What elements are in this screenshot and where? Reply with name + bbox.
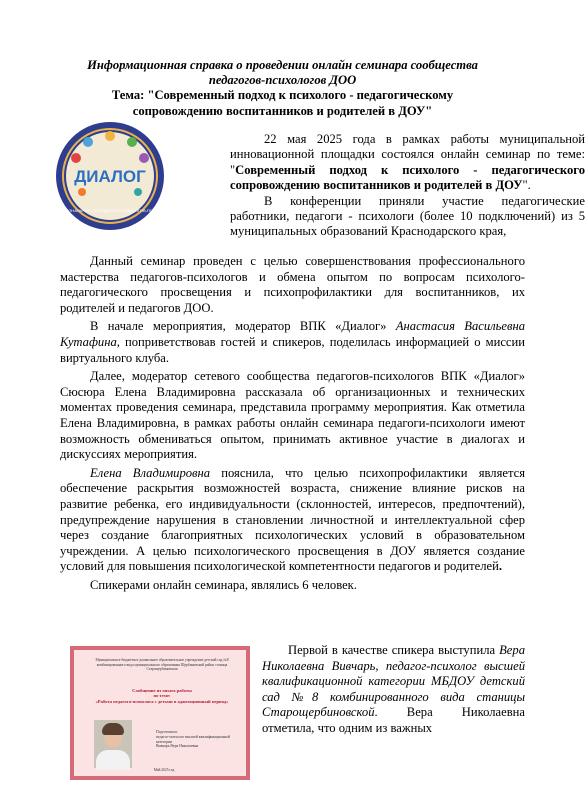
topic-line: сопровождению воспитанников и родителей в ДОУ" <box>132 103 433 118</box>
icon-dot <box>134 188 142 196</box>
icon-dot <box>127 137 137 147</box>
paragraph: Далее, модератор сетевого сообщества педагогов-психологов ВПК «Диалог» Сюсюра Елена Владимировна рассказала об организационных и технических моментах проведения семинара, представила программу мероприятия. Как отметила Елена Владимировна, в рамках работы онлайн семинара педагоги-психологи имеют возможность обмениваться опытом, принимать активное участие в диалогах и дискуссиях мероприятия. <box>60 369 525 462</box>
paragraph: Спикерами онлайн семинара, являлись 6 человек. <box>90 577 357 592</box>
title-line: педагогов-психологов ДОО <box>208 73 357 88</box>
paragraph: Елена Владимировна пояснила, что целью психопрофилактики является обеспечение раскрытия возможностей возраста, снижение влияние рисков на развитие ребенка, его индивидуальности (склонностей, интересов, предпочтений), предупреждение нарушения в становлении личностной и интеллектуальной сфер через создание благоприятных психологических условий в образовательном учреждении. А целью психологического просвещения в ДОУ является создание условий для повышения психологической компетентности педагогов и родителей. <box>60 465 525 574</box>
title-line: Информационная справка о проведении онлайн семинара сообщества <box>87 58 478 72</box>
document-title <box>60 58 505 119</box>
speaker-photo <box>94 720 132 768</box>
icon-dot <box>71 153 81 163</box>
paragraph: Данный семинар проведен с целью совершенствования профессионального мастерства педагогов-психологов и обмена опытом по вопросам психолого-педагогического просвещения и психопрофилактики для воспитанников, их родителей и педагогов ДОО. <box>60 254 525 315</box>
icon-dot <box>139 153 149 163</box>
slide-prepared-by: Подготовила: педагог-психолог высшей квалификационной категории Вивчарь Вера Николаевна <box>156 730 230 749</box>
intro-paragraph: 22 мая 2025 года в рамках работы муниципальной инновационной площадки состоялся онлайн семинар по теме: "Современный подход к психолого - педагогического сопровождению воспитанников и родителей в ДОУ". <box>230 132 585 193</box>
speaker-paragraph: Первой в качестве спикера выступила Вера Николаевна Вивчарь, педагог-психолог высшей квалификационной категории МБДОУ детский сад №8 комбинированного вида станицы Старощербиновской. Вера Николаевна отметила, что одним из важных <box>262 643 525 735</box>
slide-org: Муниципальное бюджетное дошкольное образовательное учреждение детский сад №8 комбинированного вида муниципального образования Щербиновский район станица Старощербиновская <box>95 658 229 672</box>
logo-text: ДИАЛОГ <box>74 167 146 186</box>
paragraph: В начале мероприятия, модератор ВПК «Диалог» Анастасия Васильевна Кутафина, поприветствовав гостей и спикеров, поделилась информацией о миссии виртуального клуба. <box>60 319 525 365</box>
icon-dot <box>83 137 93 147</box>
presentation-slide-image <box>70 646 250 780</box>
icon-dot <box>105 131 115 141</box>
intro-paragraph: В конференции приняли участие педагогические работники, педагоги - психологи (более 10 подключений) из 5 муниципальных образований Краснодарского края, <box>230 193 585 239</box>
topic-line: Тема: "Современный подход к психолого - педагогическому <box>111 88 454 103</box>
slide-footer: Май 2025 год <box>153 768 175 772</box>
logo-ring-text: ПРОФЕССИОНАЛЬНОЕ СООБЩЕСТВО ПЕДАГОГОВ-ПСИХОЛОГОВ <box>45 208 175 213</box>
report-body <box>60 254 525 596</box>
slide-message: Сообщение из опыта работы по теме: «Работа педагога-психолога с детьми в адаптационный период» <box>95 688 229 704</box>
dialog-logo <box>45 120 175 232</box>
icon-dot <box>78 188 86 196</box>
